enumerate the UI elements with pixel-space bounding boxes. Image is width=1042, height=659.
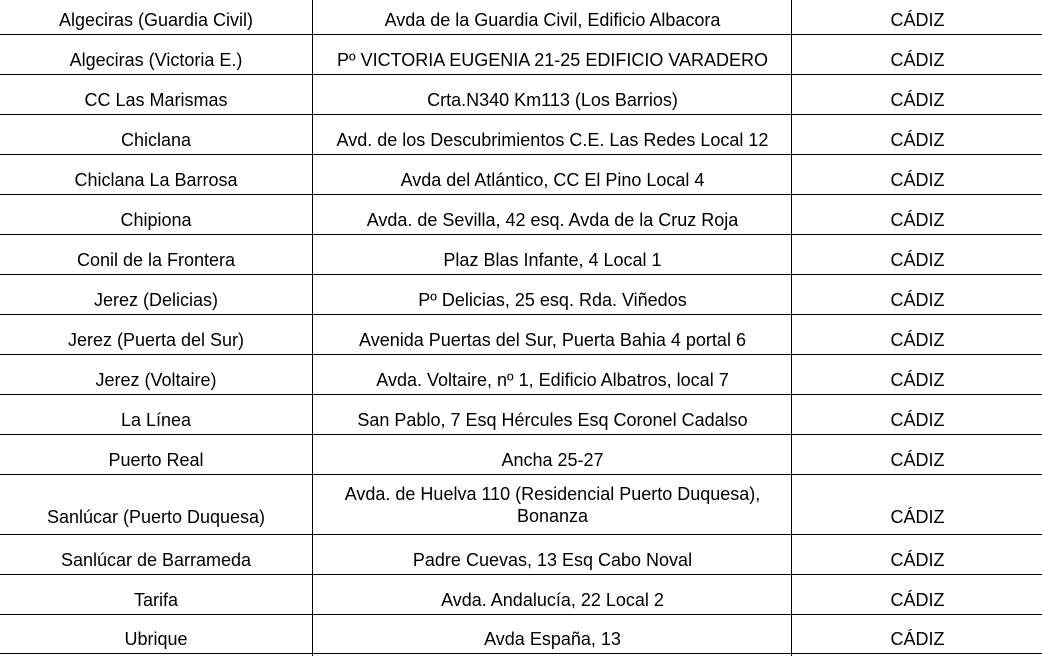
- province-cell: CÁDIZ: [890, 330, 945, 350]
- province-cell: CÁDIZ: [890, 90, 945, 110]
- table-row: [0, 580, 1042, 620]
- province-cell: CÁDIZ: [890, 250, 945, 270]
- address-cell: Avda. Andalucía, 22 Local 2: [441, 590, 664, 610]
- location-cell: CC Las Marismas: [84, 90, 228, 110]
- table-row: [0, 240, 1042, 280]
- province-cell: CÁDIZ: [890, 10, 945, 30]
- address-cell: Avda del Atlántico, CC El Pino Local 4: [400, 170, 705, 190]
- location-cell: Algeciras (Victoria E.): [69, 50, 243, 70]
- table-row: [0, 440, 1042, 480]
- table-row: [0, 540, 1042, 580]
- table-row: [0, 200, 1042, 240]
- table-row: [0, 0, 1042, 40]
- location-cell: Ubrique: [124, 629, 188, 649]
- address-cell: Avenida Puertas del Sur, Puerta Bahia 4 portal 6: [359, 330, 746, 350]
- address-cell: Avd. de los Descubrimientos C.E. Las Redes Local 12: [336, 130, 769, 150]
- table-row: [0, 360, 1042, 400]
- table-row: [0, 80, 1042, 120]
- province-cell: CÁDIZ: [890, 629, 945, 649]
- address-line: Bonanza: [516, 506, 589, 526]
- table-row: [0, 475, 1042, 535]
- table-row: [0, 400, 1042, 440]
- province-cell: CÁDIZ: [890, 410, 945, 430]
- province-cell: CÁDIZ: [890, 170, 945, 190]
- table-row: [0, 40, 1042, 80]
- table-row: [0, 280, 1042, 320]
- table-row: [0, 619, 1042, 659]
- table-row: [0, 320, 1042, 360]
- address-cell: San Pablo, 7 Esq Hércules Esq Coronel Cadalso: [357, 410, 748, 430]
- province-cell: CÁDIZ: [890, 370, 945, 390]
- province-cell: CÁDIZ: [890, 507, 945, 527]
- address-cell: Ancha 25-27: [501, 450, 604, 470]
- province-cell: CÁDIZ: [890, 550, 945, 570]
- table-row: [0, 160, 1042, 200]
- address-cell: Padre Cuevas, 13 Esq Cabo Noval: [412, 550, 693, 570]
- location-cell: Algeciras (Guardia Civil): [58, 10, 254, 30]
- location-cell: Chiclana La Barrosa: [74, 170, 238, 190]
- address-cell: [314, 475, 791, 535]
- location-cell: Chipiona: [120, 210, 192, 230]
- address-line: Avda. de Huelva 110 (Residencial Puerto Duquesa),: [344, 484, 761, 504]
- location-cell: Sanlúcar de Barrameda: [60, 550, 252, 570]
- province-cell: CÁDIZ: [890, 290, 945, 310]
- location-cell: Tarifa: [133, 590, 178, 610]
- location-cell: Jerez (Voltaire): [95, 370, 217, 390]
- address-cell: Avda de la Guardia Civil, Edificio Albacora: [384, 10, 721, 30]
- location-cell: Jerez (Delicias): [93, 290, 219, 310]
- location-cell: Puerto Real: [108, 450, 204, 470]
- location-cell: Jerez (Puerta del Sur): [67, 330, 245, 350]
- table-row: [0, 120, 1042, 160]
- province-cell: CÁDIZ: [890, 590, 945, 610]
- address-cell: Crta.N340 Km113 (Los Barrios): [427, 90, 678, 110]
- location-cell: Conil de la Frontera: [76, 250, 236, 270]
- province-cell: CÁDIZ: [890, 450, 945, 470]
- province-cell: CÁDIZ: [890, 130, 945, 150]
- province-cell: CÁDIZ: [890, 50, 945, 70]
- location-cell: La Línea: [120, 410, 192, 430]
- province-cell: CÁDIZ: [890, 210, 945, 230]
- address-cell: Avda. de Sevilla, 42 esq. Avda de la Cruz Roja: [366, 210, 739, 230]
- address-cell: Pº Delicias, 25 esq. Rda. Viñedos: [418, 290, 687, 310]
- location-cell: Sanlúcar (Puerto Duquesa): [46, 507, 266, 527]
- address-cell: Pº VICTORIA EUGENIA 21-25 EDIFICIO VARADERO: [336, 50, 769, 70]
- address-cell: Avda España, 13: [484, 629, 621, 649]
- location-cell: Chiclana: [120, 130, 192, 150]
- address-cell: Avda. Voltaire, nº 1, Edificio Albatros, local 7: [376, 370, 729, 390]
- address-cell: Plaz Blas Infante, 4 Local 1: [443, 250, 662, 270]
